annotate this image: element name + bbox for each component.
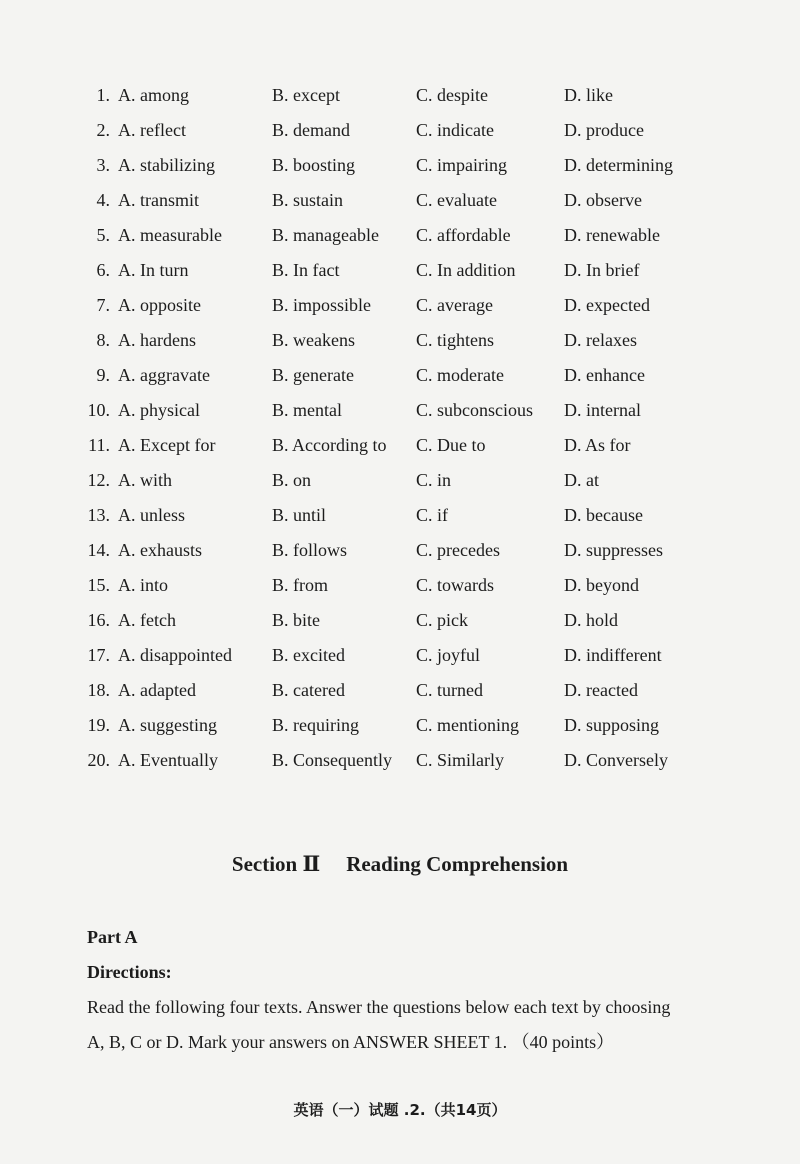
section-number: Section Ⅱ [231,852,321,876]
question-row [80,498,720,533]
option-c: C. Due to [416,435,486,455]
option-c: C. In addition [416,260,516,280]
directions-line-2: A, B, C or D. Mark your answers on ANSWER SHEET 1. （40 points） [87,1032,615,1052]
directions-line-1: Read the following four texts. Answer the questions below each text by choosing [87,997,671,1017]
question-number: 8. [96,330,110,350]
question-number: 12. [87,470,110,490]
option-c: C. mentioning [416,715,519,735]
option-c: C. in [416,470,452,490]
question-row [80,113,720,148]
option-d: D. observe [564,190,642,210]
option-d: D. like [564,85,613,105]
section-heading [0,848,800,880]
option-c: C. precedes [416,540,500,560]
question-row [80,463,720,498]
question-number: 10. [87,400,110,420]
option-b: B. weakens [272,330,355,350]
option-d: D. produce [564,120,644,140]
question-number: 5. [96,225,110,245]
option-c: C. affordable [416,225,511,245]
option-a: A. hardens [118,330,196,350]
option-a: A. suggesting [118,715,217,735]
question-row [80,358,720,393]
part-label: Part A [87,927,138,947]
option-b: B. except [272,85,340,105]
option-b: B. manageable [272,225,379,245]
question-row [80,288,720,323]
option-a: A. among [118,85,189,105]
option-a: A. Except for [118,435,216,455]
option-d: D. reacted [564,680,638,700]
question-number: 3. [96,155,110,175]
question-number: 16. [87,610,110,630]
option-d: D. internal [564,400,641,420]
option-b: B. from [272,575,328,595]
option-b: B. According to [272,435,387,455]
option-c: C. tightens [416,330,495,350]
question-number: 1. [96,85,110,105]
question-number: 15. [87,575,110,595]
option-d: D. renewable [564,225,660,245]
question-number: 4. [96,190,110,210]
question-row [80,183,720,218]
option-c: C. turned [416,680,483,700]
option-c: C. Similarly [416,750,505,770]
option-a: A. stabilizing [118,155,215,175]
option-b: B. excited [272,645,345,665]
directions-text [87,990,737,1060]
question-row [80,638,720,673]
question-row [80,673,720,708]
directions-label: Directions: [87,962,172,982]
option-a: A. In turn [118,260,189,280]
option-c: C. average [416,295,493,315]
option-d: D. because [564,505,643,525]
option-b: B. on [272,470,312,490]
option-d: D. hold [564,610,618,630]
option-d: D. expected [564,295,650,315]
option-d: D. beyond [564,575,639,595]
option-d: D. suppresses [564,540,663,560]
option-b: B. Consequently [272,750,392,770]
option-a: A. reflect [118,120,186,140]
question-row [80,708,720,743]
option-d: D. indifferent [564,645,662,665]
question-row [80,78,720,113]
question-row [80,218,720,253]
option-d: D. relaxes [564,330,637,350]
page-footer: 英语（一）试题 .2.（共14页） [293,1101,507,1119]
option-b: B. mental [272,400,342,420]
question-number: 7. [96,295,110,315]
question-row [80,568,720,603]
option-b: B. catered [272,680,345,700]
question-number: 19. [87,715,110,735]
option-a: A. measurable [118,225,222,245]
question-row [80,148,720,183]
question-row [80,253,720,288]
option-a: A. Eventually [118,750,218,770]
option-d: D. As for [564,435,631,455]
question-row [80,393,720,428]
option-a: A. with [118,470,172,490]
option-c: C. moderate [416,365,504,385]
option-c: C. if [416,505,449,525]
option-d: D. In brief [564,260,640,280]
option-c: C. indicate [416,120,494,140]
question-row [80,428,720,463]
question-row [80,533,720,568]
question-number: 17. [87,645,110,665]
option-a: A. physical [118,400,200,420]
option-b: B. follows [272,540,348,560]
option-b: B. until [272,505,327,525]
question-row [80,603,720,638]
option-d: D. supposing [564,715,660,735]
option-a: A. into [118,575,169,595]
option-b: B. In fact [272,260,340,280]
option-b: B. requiring [272,715,359,735]
section-title: Reading Comprehension [346,852,569,876]
option-c: C. despite [416,85,488,105]
question-number: 6. [96,260,110,280]
question-number: 11. [88,435,110,455]
option-c: C. subconscious [416,400,533,420]
question-number: 20. [87,750,110,770]
option-c: C. impairing [416,155,507,175]
option-c: C. joyful [416,645,481,665]
option-a: A. exhausts [118,540,202,560]
question-row [80,323,720,358]
option-a: A. adapted [118,680,196,700]
option-d: D. enhance [564,365,645,385]
option-b: B. bite [272,610,320,630]
option-b: B. generate [272,365,354,385]
question-number: 18. [87,680,110,700]
question-number: 14. [87,540,110,560]
options-list [80,78,720,778]
option-a: A. opposite [118,295,201,315]
question-row [80,743,720,778]
option-d: D. at [564,470,599,490]
option-a: A. fetch [118,610,176,630]
option-a: A. disappointed [118,645,232,665]
question-number: 13. [87,505,110,525]
option-b: B. sustain [272,190,344,210]
option-a: A. unless [118,505,185,525]
option-c: C. evaluate [416,190,497,210]
option-d: D. Conversely [564,750,668,770]
option-a: A. transmit [118,190,199,210]
option-a: A. aggravate [118,365,210,385]
option-c: C. pick [416,610,468,630]
option-b: B. demand [272,120,350,140]
option-b: B. boosting [272,155,356,175]
question-number: 2. [96,120,110,140]
question-number: 9. [96,365,110,385]
option-d: D. determining [564,155,673,175]
option-c: C. towards [416,575,494,595]
option-b: B. impossible [272,295,372,315]
